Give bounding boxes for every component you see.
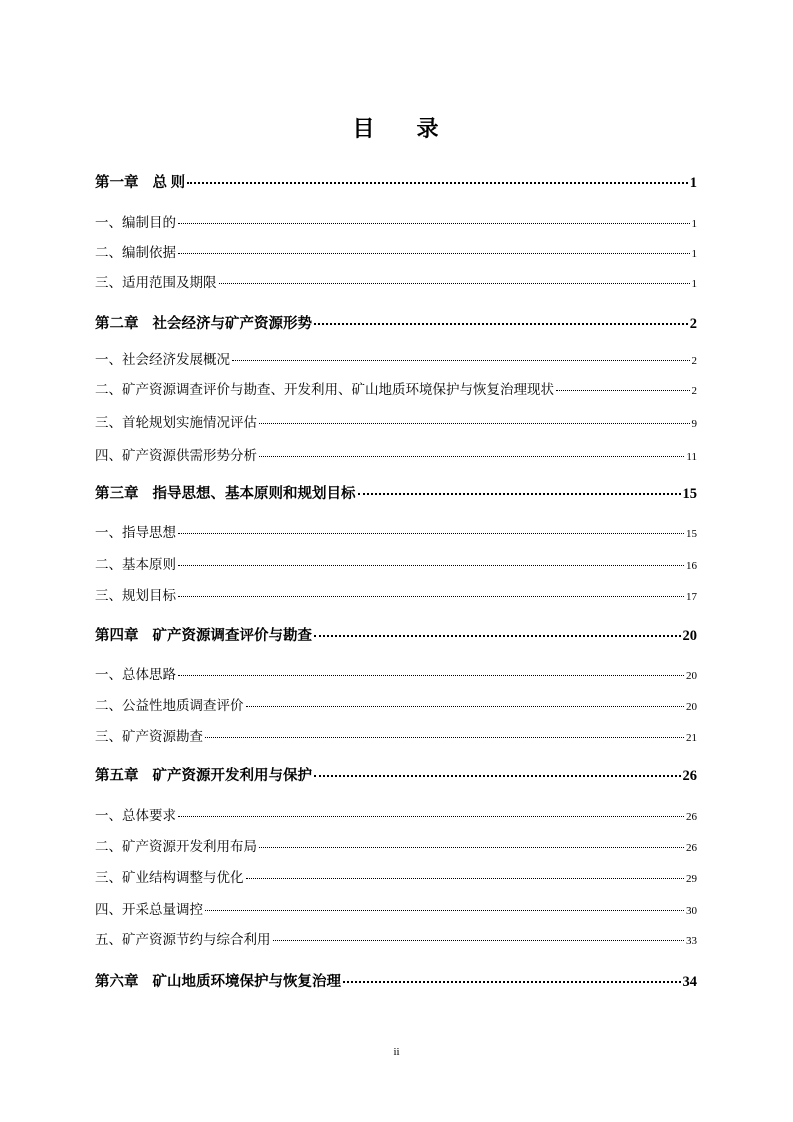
entry-label: 二、矿产资源开发利用布局: [95, 839, 257, 854]
entry-label: 一、总体思路: [95, 667, 176, 682]
entry-label: 三、矿业结构调整与优化: [95, 870, 244, 885]
dot-leader: [178, 520, 684, 535]
toc-chapter-entry[interactable]: [95, 623, 697, 645]
page-ref: 9: [691, 418, 697, 430]
page-ref: 20: [686, 701, 697, 713]
page-ref: 34: [682, 973, 697, 990]
toc-entry-title: [95, 241, 176, 261]
toc-chapter-entry[interactable]: [95, 969, 697, 991]
toc-entry-title: [95, 970, 341, 991]
chapter-number: 第一章: [95, 174, 139, 191]
toc-section-entry[interactable]: [95, 663, 697, 683]
entry-label: 五、矿产资源节约与综合利用: [95, 932, 271, 947]
toc-entry-title: [95, 411, 257, 431]
entry-label: 二、矿产资源调查评价与勘查、开发利用、矿山地质环境保护与恢复治理现状: [95, 382, 554, 397]
page-ref: 29: [686, 873, 697, 885]
toc-section-entry[interactable]: [95, 241, 697, 261]
entry-label: 二、编制依据: [95, 245, 176, 260]
entry-label: 四、开采总量调控: [95, 902, 203, 917]
toc-entry-title: [95, 211, 176, 231]
entry-label: 总 则: [152, 174, 186, 191]
toc-section-entry[interactable]: [95, 521, 697, 541]
page-ref: 2: [689, 315, 697, 332]
toc-entry-title: [95, 444, 257, 464]
toc-entry-title: [95, 898, 203, 918]
dot-leader: [205, 724, 684, 739]
chapter-number: 第三章: [95, 485, 139, 502]
dot-leader: [178, 240, 690, 255]
dot-leader: [259, 410, 690, 425]
toc-entry-title: [95, 694, 244, 714]
table-of-contents: [95, 0, 697, 1000]
dot-leader: [232, 347, 690, 362]
toc-entry-title: [95, 663, 176, 683]
entry-label: 一、总体要求: [95, 808, 176, 823]
toc-entry-title: [95, 835, 257, 855]
entry-label: 四、矿产资源供需形势分析: [95, 448, 257, 463]
entry-label: 一、社会经济发展概况: [95, 352, 230, 367]
dot-leader: [219, 270, 690, 285]
dot-leader: [259, 443, 684, 458]
page-ref: 26: [686, 811, 697, 823]
entry-label: 社会经济与矿产资源形势: [152, 315, 312, 332]
entry-label: 三、适用范围及期限: [95, 275, 217, 290]
dot-leader: [343, 966, 681, 983]
page-ref: 2: [691, 355, 697, 367]
page-ref: 15: [682, 485, 697, 502]
chapter-number: 第二章: [95, 315, 139, 332]
dot-leader: [259, 834, 684, 849]
dot-leader: [187, 167, 688, 184]
toc-section-entry[interactable]: [95, 553, 697, 573]
title-char-left: 目: [352, 116, 377, 141]
toc-entry-title: [95, 866, 244, 886]
page-ref: 16: [686, 560, 697, 572]
toc-entry-title: [95, 271, 217, 291]
toc-chapter-entry[interactable]: [95, 481, 697, 503]
page-ref: 21: [686, 732, 697, 744]
toc-section-entry[interactable]: [95, 866, 697, 886]
toc-chapter-entry[interactable]: [95, 763, 697, 785]
toc-chapter-entry[interactable]: [95, 311, 697, 333]
toc-entry-title: [95, 764, 312, 785]
dot-leader: [246, 693, 685, 708]
entry-label: 二、公益性地质调查评价: [95, 698, 244, 713]
dot-leader: [178, 552, 684, 567]
dot-leader: [556, 377, 690, 392]
entry-label: 一、指导思想: [95, 525, 176, 540]
toc-entry-title: [95, 624, 312, 645]
dot-leader: [314, 620, 681, 637]
toc-section-entry[interactable]: [95, 348, 697, 368]
toc-entry-title: [95, 171, 185, 192]
chapter-number: 第六章: [95, 973, 139, 990]
page-ref: 1: [691, 278, 697, 290]
page-ref: 20: [686, 670, 697, 682]
toc-section-entry[interactable]: [95, 211, 697, 231]
dot-leader: [314, 308, 688, 325]
dot-leader: [178, 803, 684, 818]
toc-section-entry[interactable]: [95, 804, 697, 824]
page-ref: 33: [686, 935, 697, 947]
page-ref: 15: [686, 528, 697, 540]
page-ref: 26: [686, 842, 697, 854]
page-ref: 1: [691, 218, 697, 230]
toc-section-entry[interactable]: [95, 835, 697, 855]
page-ref: 11: [686, 451, 697, 463]
page-number: ii: [393, 1046, 400, 1058]
toc-entry-title: [95, 378, 554, 398]
dot-leader: [178, 210, 690, 225]
page-ref: 1: [691, 248, 697, 260]
chapter-number: 第四章: [95, 627, 139, 644]
page-ref: 17: [686, 591, 697, 603]
page-ref: 30: [686, 905, 697, 917]
entry-label: 指导思想、基本原则和规划目标: [152, 485, 356, 502]
toc-entry-title: [95, 348, 230, 368]
page-ref: 2: [691, 385, 697, 397]
toc-entry-title: [95, 553, 176, 573]
toc-section-entry[interactable]: [95, 584, 697, 604]
toc-section-entry[interactable]: [95, 928, 697, 948]
toc-entry-title: [95, 584, 176, 604]
dot-leader: [358, 478, 681, 495]
toc-entry-title: [95, 725, 203, 745]
dot-leader: [178, 583, 684, 598]
toc-entry-title: [95, 482, 356, 503]
entry-label: 三、矿产资源勘查: [95, 729, 203, 744]
dot-leader: [246, 865, 685, 880]
toc-entry-title: [95, 928, 271, 948]
dot-leader: [205, 897, 684, 912]
toc-entry-title: [95, 804, 176, 824]
entry-label: 矿产资源调查评价与勘查: [152, 627, 312, 644]
page-ref: 1: [689, 174, 697, 191]
entry-label: 一、编制目的: [95, 215, 176, 230]
toc-entry-title: [95, 521, 176, 541]
toc-entry-title: [95, 312, 312, 333]
dot-leader: [273, 927, 685, 942]
chapter-number: 第五章: [95, 767, 139, 784]
page-ref: 26: [682, 767, 697, 784]
dot-leader: [178, 662, 684, 677]
toc-chapter-entry[interactable]: [95, 170, 697, 192]
toc-section-entry[interactable]: [95, 271, 697, 291]
toc-section-entry[interactable]: [95, 725, 697, 745]
title-char-right: 录: [416, 116, 441, 141]
entry-label: 三、规划目标: [95, 588, 176, 603]
entry-label: 矿山地质环境保护与恢复治理: [152, 973, 341, 990]
entry-label: 矿产资源开发利用与保护: [152, 767, 312, 784]
toc-section-entry[interactable]: [95, 444, 697, 464]
toc-section-entry[interactable]: [95, 898, 697, 918]
toc-section-entry[interactable]: [95, 378, 697, 398]
entry-label: 二、基本原则: [95, 557, 176, 572]
dot-leader: [314, 760, 681, 777]
entry-label: 三、首轮规划实施情况评估: [95, 415, 257, 430]
toc-section-entry[interactable]: [95, 411, 697, 431]
toc-section-entry[interactable]: [95, 694, 697, 714]
page-ref: 20: [682, 627, 697, 644]
